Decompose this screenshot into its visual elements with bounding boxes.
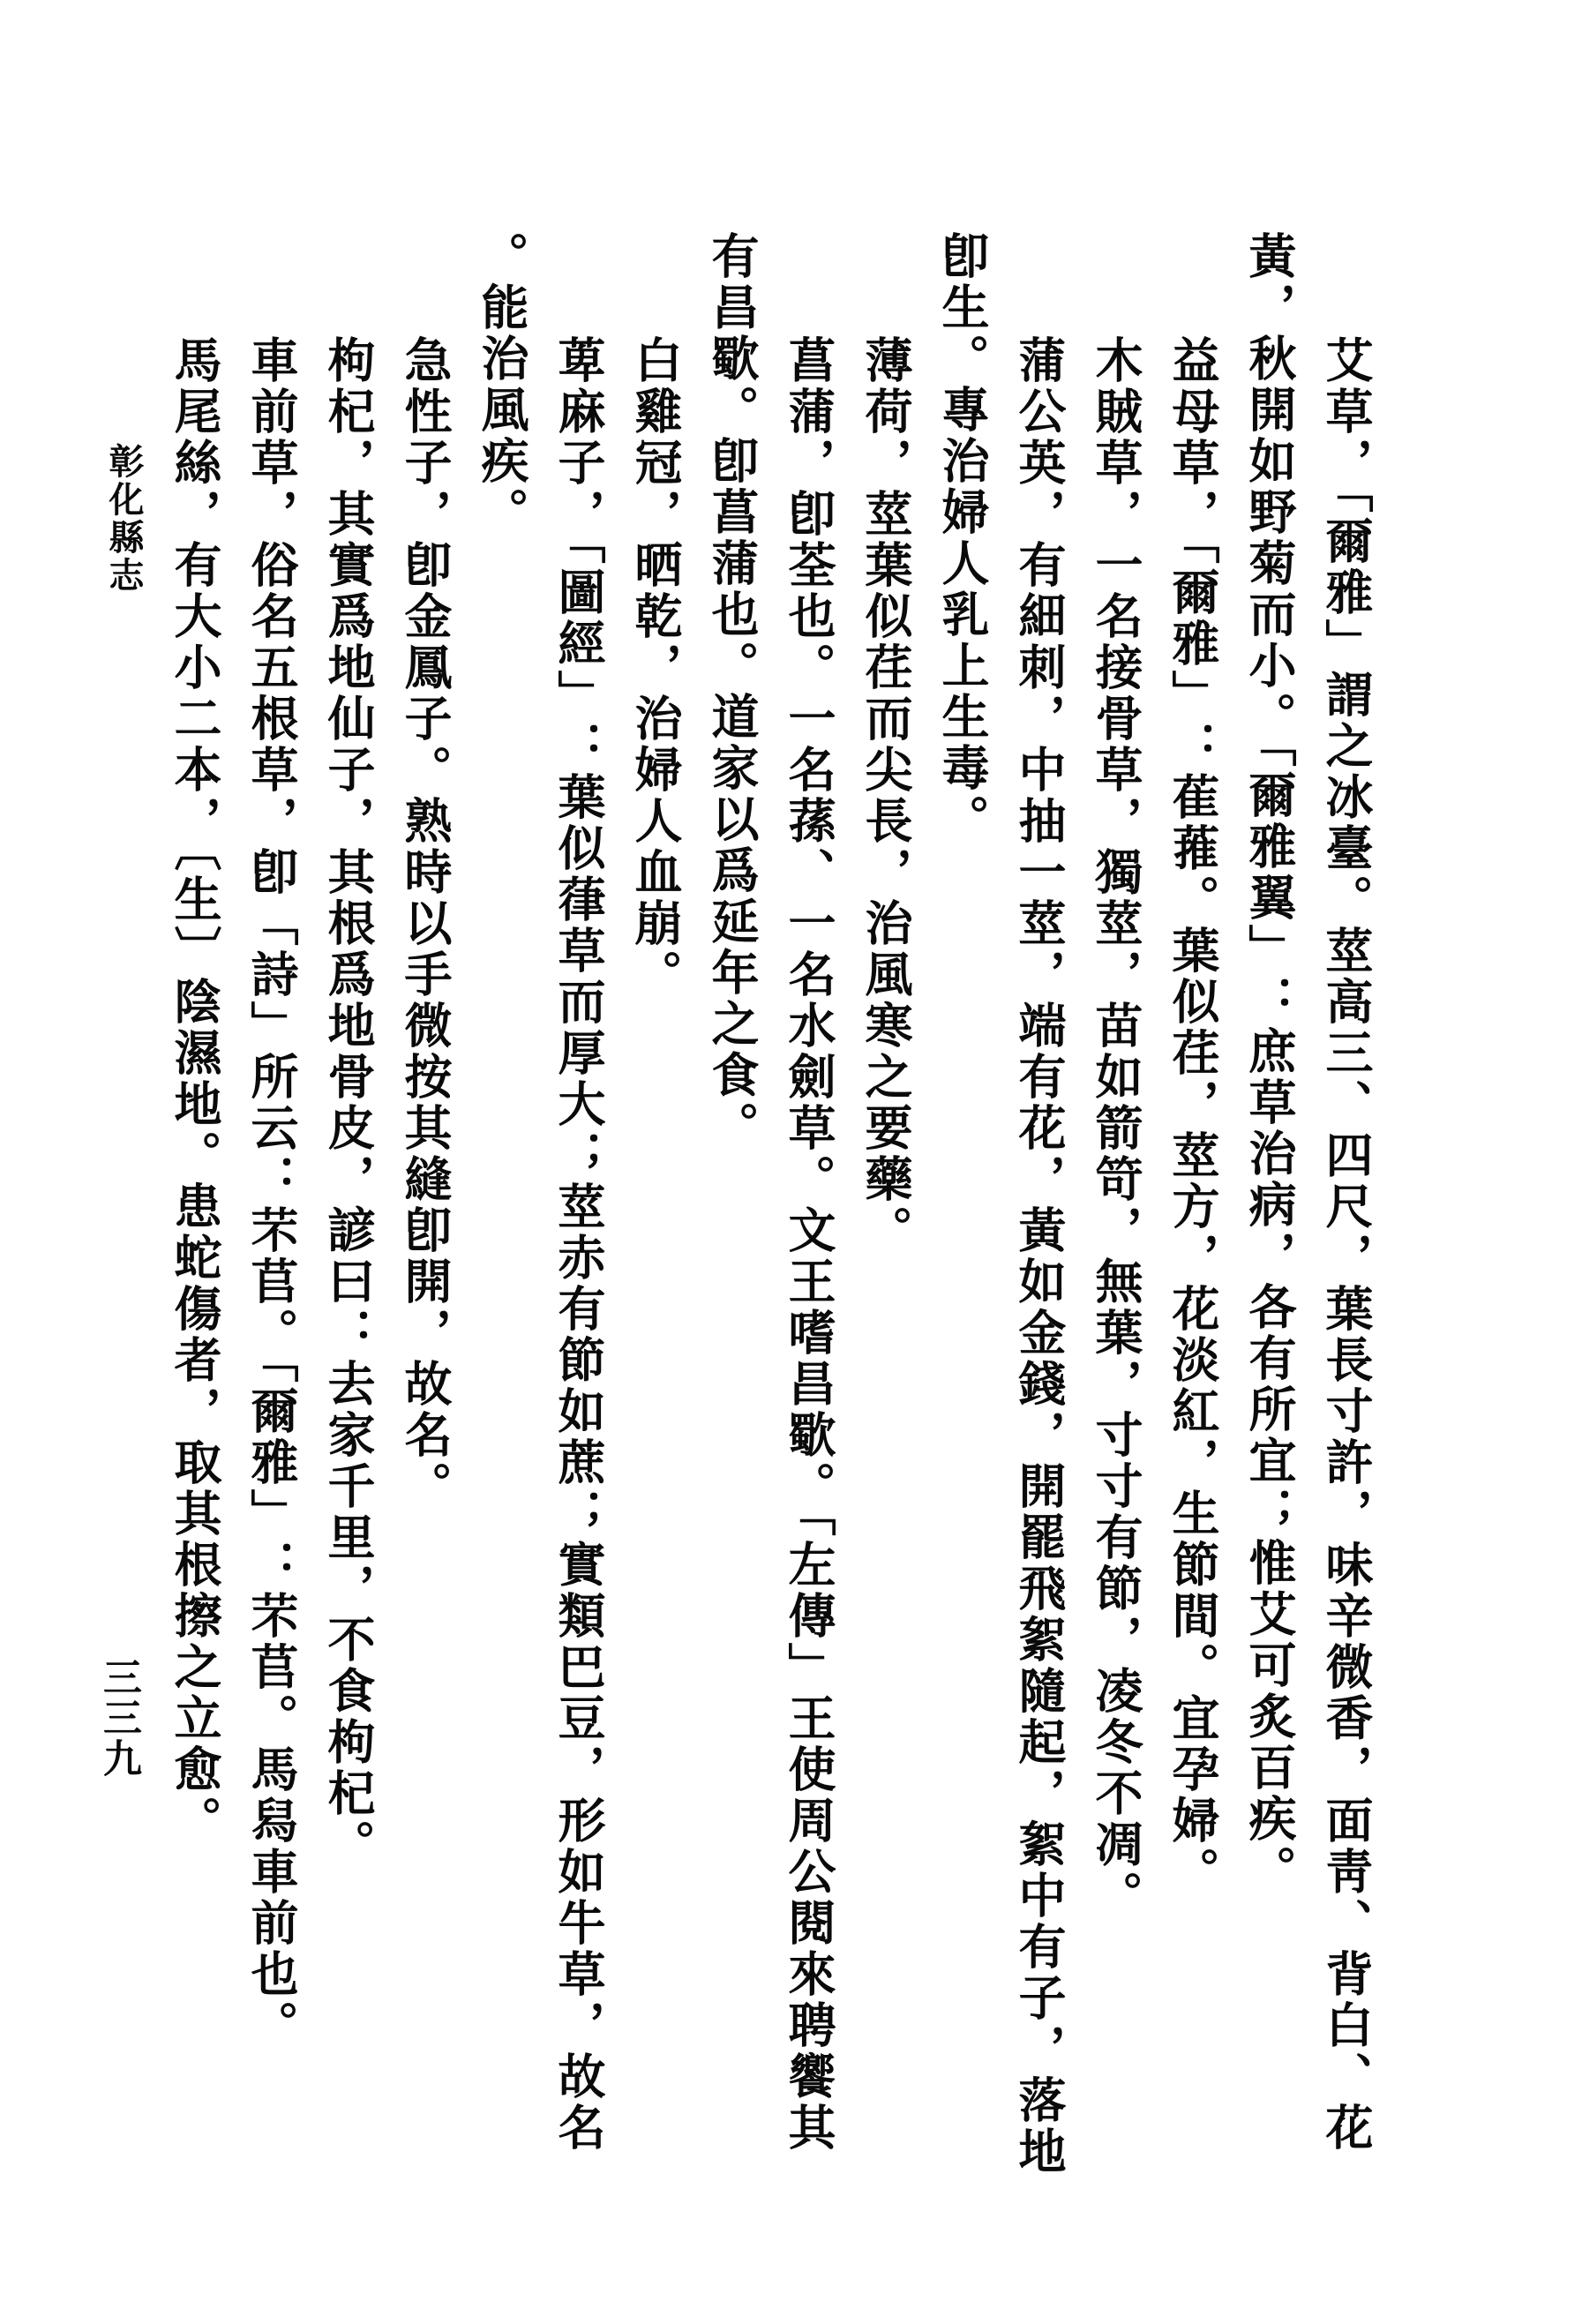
text-columns: [155, 231, 1383, 2181]
text-column-10: 白雞冠，晒乾，治婦人血崩。: [628, 335, 681, 1001]
text-column-3: 益母草，「爾雅」：萑蓷。葉似荏，莖方，花淡紅，生節間。宜孕婦。: [1166, 335, 1218, 1898]
text-column-16: 馬尾絲，有大小二本，〔生〕陰濕地。患蛇傷者，取其根擦之立愈。: [168, 335, 221, 1847]
text-column-13: 急性子，卽金鳳子。熟時以手微按其縫卽開，故名。: [398, 335, 451, 1512]
text-column-12: 。能治風疾。: [475, 231, 528, 538]
text-column-7: 薄荷，莖葉似荏而尖長，治風寒之要藥。: [858, 335, 911, 1256]
book-title: 彰化縣志: [104, 443, 144, 595]
text-column-14: 枸杞，其實爲地仙子，其根爲地骨皮，諺曰：去家千里，不食枸杞。: [321, 335, 374, 1870]
text-column-9: 有昌歜。卽菖蒲也。道家以爲延年之食。: [705, 231, 758, 1152]
text-column-5: 蒲公英，有細刺，中抽一莖，端有花，黃如金錢，開罷飛絮隨起，絮中有子，落地: [1012, 335, 1065, 2178]
text-column-4: 木賊草，一名接骨草，獨莖，苗如箭笴，無葉，寸寸有節，凌冬不凋。: [1089, 335, 1142, 1922]
text-column-15: 車前草，俗名五根草，卽「詩」所云：芣苢。「爾雅」：芣苢。馬舄車前也。: [244, 335, 297, 2051]
text-column-11: 萆麻子，「圖經」：葉似葎草而厚大；莖赤有節如蔗；實類巴豆，形如牛草，故名: [551, 335, 604, 2154]
text-column-6: 卽生。專治婦人乳上生毒。: [935, 231, 988, 845]
text-column-8: 菖蒲，卽荃也。一名蓀、一名水劍草。文王嗜昌歜。「左傳」王使周公閱來聘饗其: [782, 335, 835, 2154]
text-column-2: 黃，秋開如野菊而小。「爾雅翼」：庶草治病，各有所宜；惟艾可炙百疾。: [1242, 231, 1295, 1896]
page-number: 三三九: [97, 1657, 140, 1779]
text-column-1: 艾草，「爾雅」謂之冰臺。莖高三、四尺，葉長寸許，味辛微香，面靑、背白、花: [1319, 335, 1372, 2154]
